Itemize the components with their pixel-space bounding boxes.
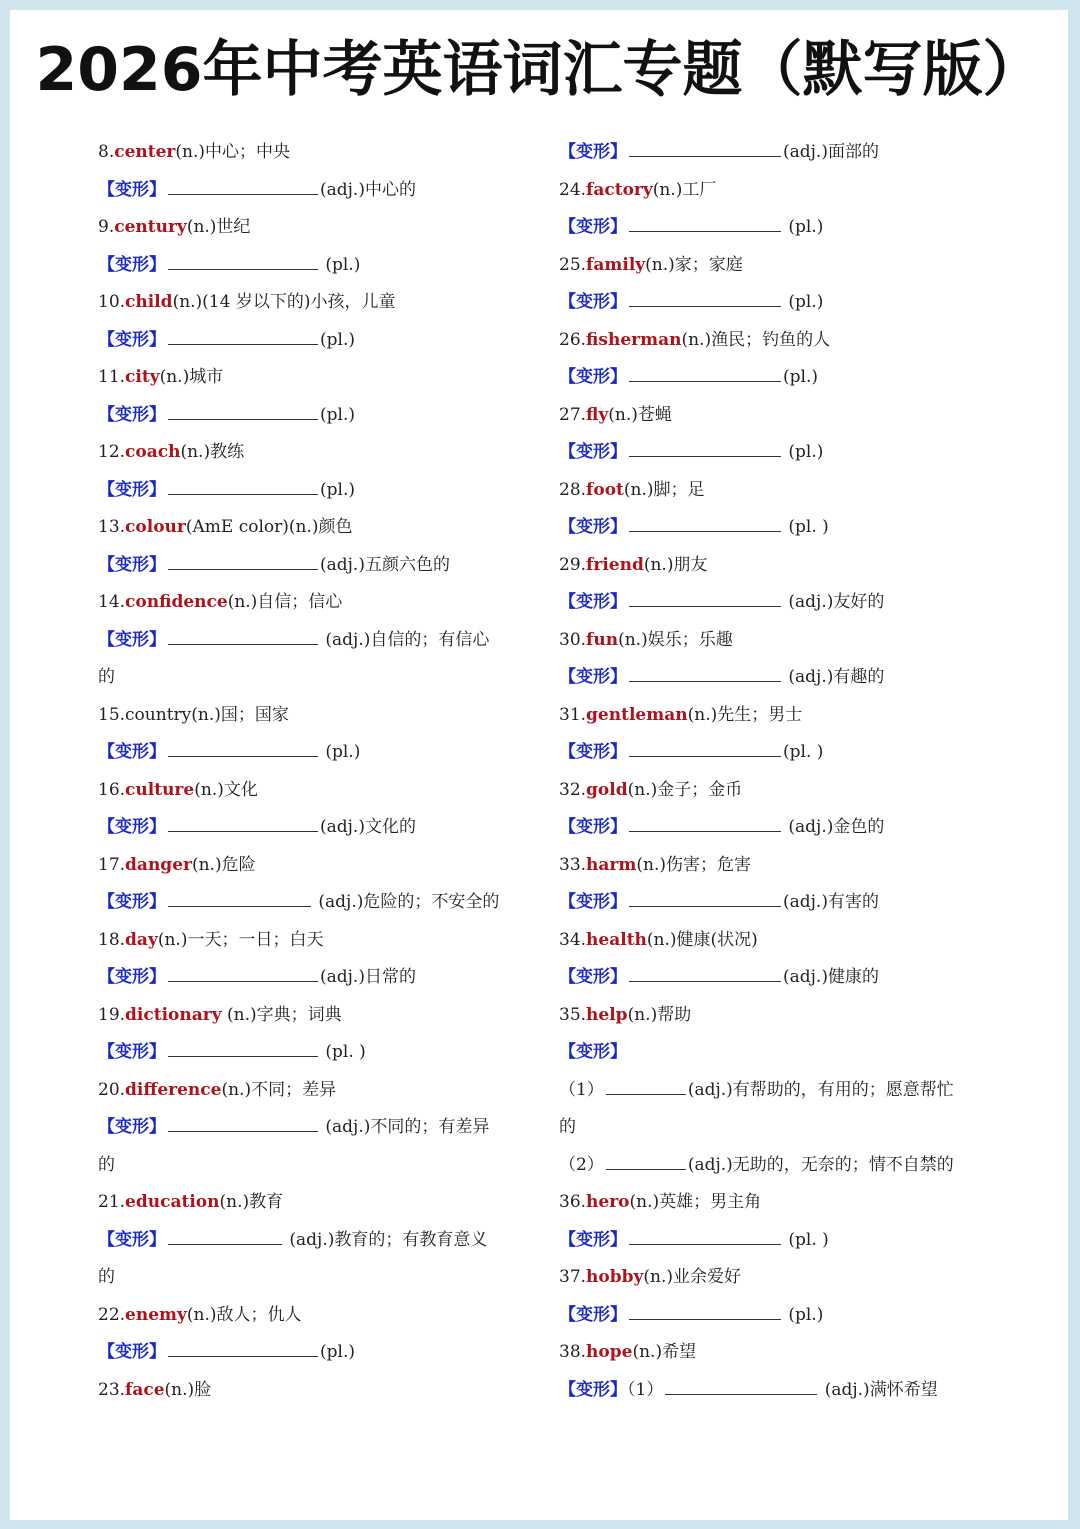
entry-coach: 12.coach(n.)教练 [98, 442, 245, 462]
entry-family: 25.family(n.)家；家庭 [559, 254, 743, 275]
form-row: 【变形】 (adj.)文化的 [98, 809, 528, 847]
form-row: 【变形】 (adj.)教育的；有教育意义 [98, 1222, 528, 1260]
form-row: 【变形】 (adj.)五颜六色的 [98, 547, 528, 585]
headword: difference [125, 1079, 222, 1100]
form-tag: 【变形】 [559, 142, 627, 162]
answer-blank[interactable] [629, 209, 781, 232]
form-tag: 【变形】 [559, 817, 627, 837]
answer-blank[interactable] [629, 659, 781, 682]
form-tag: 【变形】 [98, 1042, 166, 1062]
form-row: 【变形】 (pl.) [559, 1297, 999, 1335]
form-row: 【变形】 (adj.)自信的；有信心 [98, 622, 528, 660]
entry-child: 10.child(n.)(14 岁以下的)小孩，儿童 [98, 292, 396, 312]
entry-culture: 16.culture(n.)文化 [98, 779, 258, 800]
entry-enemy: 22.enemy(n.)敌人；仇人 [98, 1304, 302, 1325]
answer-blank[interactable] [629, 1297, 781, 1320]
form-tag: 【变形】 [98, 817, 166, 837]
answer-blank[interactable] [168, 809, 318, 832]
form-row: 【变形】 (pl.) [98, 1334, 528, 1372]
form-row: 【变形】 (adj.)有趣的 [559, 659, 999, 697]
entry-confidence: 14.confidence(n.)自信；信心 [98, 592, 343, 612]
answer-blank[interactable] [606, 1147, 686, 1170]
entry-difference: 20.difference(n.)不同；差异 [98, 1079, 337, 1100]
answer-blank[interactable] [629, 434, 781, 457]
answer-blank[interactable] [168, 1222, 282, 1245]
entry-gentleman: 31.gentleman(n.)先生；男士 [559, 704, 803, 725]
entry-dictionary: 19.dictionary (n.)字典；词典 [98, 1004, 342, 1025]
right-column [559, 134, 999, 1409]
answer-blank[interactable] [629, 884, 781, 907]
form-tag: 【变形】 [98, 404, 166, 425]
wrap-text: 的 [559, 1117, 576, 1137]
form-tag: 【变形】 [98, 329, 166, 350]
form-tag: 【变形】 [98, 967, 166, 987]
entry-day: 18.day(n.)一天；一日；白天 [98, 929, 324, 950]
answer-blank[interactable] [168, 1109, 318, 1132]
answer-blank[interactable] [629, 584, 781, 607]
answer-blank[interactable] [629, 359, 781, 382]
form-tag: 【变形】 [559, 667, 627, 687]
form-row: 【变形】 (pl.) [559, 284, 999, 322]
headword: health [586, 929, 647, 950]
headword: friend [586, 554, 644, 575]
headword: culture [125, 779, 195, 800]
headword: day [125, 929, 158, 950]
form-tag: 【变形】 [98, 254, 166, 275]
answer-blank[interactable] [629, 1222, 781, 1245]
headword: child [125, 292, 173, 312]
answer-blank[interactable] [629, 734, 781, 757]
headword: harm [586, 854, 637, 875]
answer-blank[interactable] [168, 884, 311, 907]
entry-fisherman: 26.fisherman(n.)渔民；钓鱼的人 [559, 329, 831, 350]
entry-factory: 24.factory(n.)工厂 [559, 179, 717, 200]
form-tag: 【变形】 [559, 967, 627, 987]
answer-blank[interactable] [629, 284, 781, 307]
entry-foot: 28.foot(n.)脚；足 [559, 479, 705, 500]
headword: center [114, 142, 176, 162]
form-row: 【变形】 (pl. ) [559, 734, 999, 772]
form-tag: 【变形】 [559, 217, 627, 237]
entry-city: 11.city(n.)城市 [98, 367, 224, 387]
entry-hobby: 37.hobby(n.)业余爱好 [559, 1267, 742, 1287]
form-tag: 【变形】 [559, 592, 627, 612]
answer-blank[interactable] [606, 1072, 686, 1095]
wrap-text: 的 [98, 667, 115, 687]
entry-country: 15.country(n.)国；国家 [98, 704, 289, 725]
form-tag: 【变形】 [559, 517, 627, 537]
answer-blank[interactable] [629, 509, 781, 532]
form-row: 【变形】 (pl. ) [559, 509, 999, 547]
headword: foot [586, 479, 624, 500]
form-row: 【变形】 (pl.) [559, 359, 999, 397]
headword: colour [125, 517, 186, 537]
answer-blank[interactable] [168, 1334, 318, 1357]
form-tag: 【变形】 [98, 742, 166, 762]
form-tag: 【变形】 [98, 554, 166, 575]
answer-blank[interactable] [168, 734, 318, 757]
headword: factory [586, 179, 653, 200]
headword: century [114, 217, 187, 237]
form-row: 【变形】 (adj.)日常的 [98, 959, 528, 997]
answer-blank[interactable] [629, 959, 781, 982]
form-row: 【变形】 (adj.)金色的 [559, 809, 999, 847]
headword: help [586, 1004, 628, 1025]
form-tag: 【变形】 [559, 1229, 627, 1250]
wrap-text: 的 [98, 1267, 115, 1287]
headword: enemy [125, 1304, 187, 1325]
headword: coach [125, 442, 181, 462]
entry-colour: 13.colour(AmE color)(n.)颜色 [98, 517, 353, 537]
entry-friend: 29.friend(n.)朋友 [559, 554, 708, 575]
form-row: 【变形】 (pl.) [98, 247, 528, 285]
page-title: 2026年中考英语词汇专题（默写版） [35, 35, 1043, 105]
form-row: 【变形】 (adj.)危险的；不安全的 [98, 884, 528, 922]
form-row: 【变形】 (adj.)面部的 [559, 134, 999, 172]
answer-blank[interactable] [629, 809, 781, 832]
form-row: 【变形】 (pl. ) [98, 1034, 528, 1072]
wrap-text: 的 [98, 1154, 115, 1175]
form-row: 【变形】 (adj.)友好的 [559, 584, 999, 622]
form-row: 【变形】 (pl.) [559, 209, 999, 247]
form-row [559, 1034, 999, 1072]
form-tag: 【变形】 [98, 629, 166, 650]
headword: dictionary [125, 1004, 222, 1025]
form-tag: 【变形】 [98, 479, 166, 500]
form-row: 【变形】 (adj.)中心的 [98, 172, 528, 210]
form-row-sub: （1） (adj.)有帮助的，有用的；愿意帮忙 [559, 1072, 999, 1110]
form-tag: 【变形】 [559, 292, 627, 312]
headword: danger [125, 854, 192, 875]
headword: family [586, 254, 646, 275]
form-row: 【变形】 (pl. ) [559, 1222, 999, 1260]
form-row: 【变形】 (pl.) [98, 322, 528, 360]
headword: hero [586, 1192, 630, 1212]
form-tag: 【变形】 [559, 1304, 627, 1325]
form-tag: 【变形】 [559, 442, 627, 462]
form-row-sub: （2） (adj.)无助的，无奈的；情不自禁的 [559, 1147, 999, 1185]
entry-hope: 38.hope(n.)希望 [559, 1342, 697, 1362]
entry-help: 35.help(n.)帮助 [559, 1004, 692, 1025]
answer-blank[interactable] [168, 959, 318, 982]
answer-blank[interactable] [665, 1372, 817, 1395]
left-column [98, 134, 528, 1409]
form-row: 【变形】 (pl.) [98, 734, 528, 772]
form-row: 【变形】（1） (adj.)满怀希望 [559, 1372, 999, 1410]
form-row: 【变形】 (pl.) [98, 472, 528, 510]
answer-blank[interactable] [168, 247, 318, 270]
form-row: 【变形】 (pl.) [559, 434, 999, 472]
headword: face [125, 1379, 165, 1400]
entry-fun: 30.fun(n.)娱乐；乐趣 [559, 629, 733, 650]
headword: hobby [586, 1267, 644, 1287]
form-tag: 【变形】 [98, 179, 166, 200]
headword: hope [586, 1342, 633, 1362]
answer-blank[interactable] [168, 472, 318, 495]
worksheet-page [10, 10, 1068, 1520]
form-tag: 【变形】 [98, 1117, 166, 1137]
form-tag: 【变形】 [559, 742, 627, 762]
answer-blank[interactable] [629, 134, 781, 157]
headword: gentleman [586, 704, 688, 725]
headword: education [125, 1192, 220, 1212]
form-tag: 【变形】 [98, 892, 166, 912]
entry-face: 23.face(n.)脸 [98, 1379, 212, 1400]
entry-harm: 33.harm(n.)伤害；危害 [559, 854, 751, 875]
entry-gold: 32.gold(n.)金子；金币 [559, 779, 743, 800]
entry-danger: 17.danger(n.)危险 [98, 854, 256, 875]
headword: fly [586, 404, 609, 425]
form-tag: 【变形】 [559, 1042, 627, 1062]
entry-hero: 36.hero(n.)英雄；男主角 [559, 1192, 762, 1212]
form-tag: 【变形】 [559, 892, 627, 912]
entry-education: 21.education(n.)教育 [98, 1192, 284, 1212]
form-row: 【变形】 (adj.)有害的 [559, 884, 999, 922]
headword: confidence [125, 592, 228, 612]
form-tag: 【变形】 [559, 1379, 627, 1400]
entry-health: 34.health(n.)健康(状况) [559, 929, 758, 950]
form-tag: 【变形】 [98, 1229, 166, 1250]
headword: fisherman [586, 329, 682, 350]
entry-fly: 27.fly(n.)苍蝇 [559, 404, 672, 425]
answer-blank[interactable] [168, 622, 318, 645]
answer-blank[interactable] [168, 397, 318, 420]
form-tag: 【变形】 [559, 367, 627, 387]
form-tag: 【变形】 [98, 1342, 166, 1362]
answer-blank[interactable] [168, 1034, 318, 1057]
answer-blank[interactable] [168, 172, 318, 195]
headword: fun [586, 629, 619, 650]
headword: city [125, 367, 160, 387]
answer-blank[interactable] [168, 322, 318, 345]
form-row: 【变形】 (pl.) [98, 397, 528, 435]
form-row: 【变形】 (adj.)健康的 [559, 959, 999, 997]
entry-center: 8.center(n.)中心；中央 [98, 142, 291, 162]
form-row: 【变形】 (adj.)不同的；有差异 [98, 1109, 528, 1147]
entry-century: 9.century(n.)世纪 [98, 217, 251, 237]
headword: gold [586, 779, 628, 800]
answer-blank[interactable] [168, 547, 318, 570]
